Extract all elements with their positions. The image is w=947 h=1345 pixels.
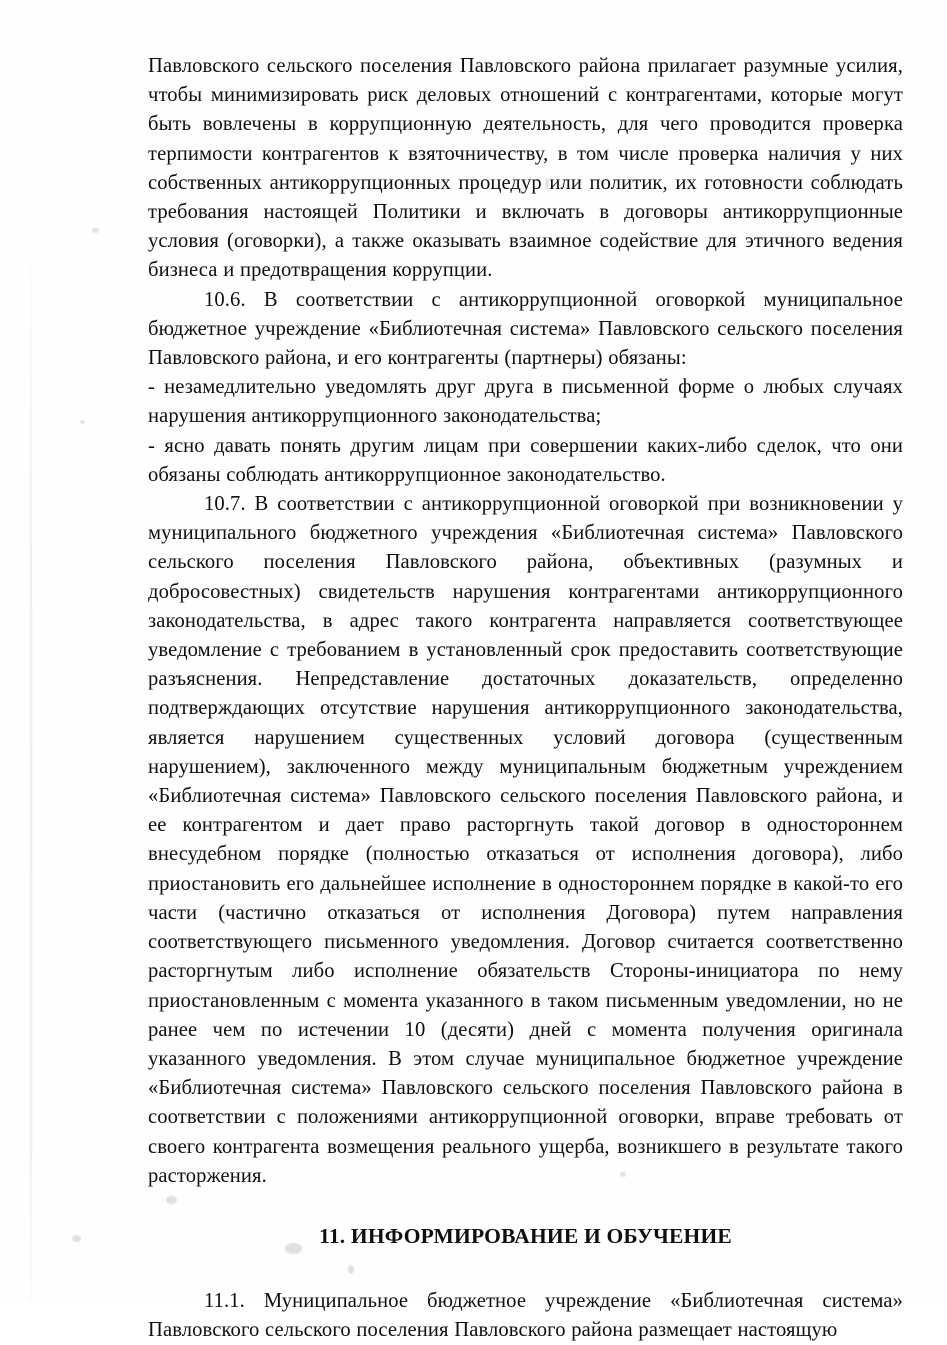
spacer-after-heading (148, 1251, 903, 1287)
clause-11-1: 11.1. Муниципальное бюджетное учреждение «Библиотечная система» Павловского сельского поселения Павловского района размещает настоящую (148, 1289, 903, 1342)
spacer-before-heading (148, 1191, 903, 1221)
scanner-edge-artifact (30, 0, 32, 1300)
clause-10-6-item-2: - ясно давать понять другим лицам при совершении каких-либо сделок, что они обязаны соблюдать антикоррупционное законодательство. (148, 434, 903, 486)
clause-10-7: 10.7. В соответствии с антикоррупционной оговоркой при возникновении у муниципального бюджетного учреждения «Библиотечная система» Павловского сельского поселения Павловского района, объективных (разумных и добросовестных) свидетельств нарушения контрагентами антикоррупционного законодательства, в адрес такого контрагента направляется соответствующее уведомление с требованием в установленный срок предоставить соответствующие разъяснения. Непредставление достаточных доказательств, определенно подтверждающих отсутствие нарушения антикоррупционного законодательства, является нарушением существенных условий договора (существенным нарушением), заключенного между муниципальным бюджетным учреждением «Библиотечная система» Павловского сельского поселения Павловского района, и ее контрагентом и дает право расторгнуть такой договор в одностороннем внесудебном порядке (полностью отказаться от исполнения договора), либо приостановить его дальнейшее исполнение в одностороннем порядке в какой-то его части (частично отказаться от исполнения Договора) путем направления соответствующего письменного уведомления. Договор считается соответственно расторгнутым либо исполнение обязательств Стороны-инициатора по нему приостановленным с момента указанного в таком письменным уведомлении, но не ранее чем по истечении 10 (десяти) дней с момента получения оригинала указанного уведомления. В этом случае муниципальное бюджетное учреждение «Библиотечная система» Павловского сельского поселения Павловского района в соответствии с положениями антикоррупционной оговорки, вправе требовать от своего контрагента возмещения реального ущерба, возникшего в результате такого расторжения. (148, 493, 903, 1187)
clause-10-6: 10.6. В соответствии с антикоррупционной оговоркой муниципальное бюджетное учреждение «Библиотечная система» Павловского сельского поселения Павловского района, и его контрагенты (партнеры) обязаны: (148, 288, 903, 370)
scan-speck (80, 420, 85, 424)
paragraph-continued: Павловского сельского поселения Павловского района прилагает разумные усилия, чтобы минимизировать риск деловых отношений с контрагентами, которые могут быть вовлечены в коррупционную деятельность, для чего проводится проверка терпимости контрагентов к взяточничеству, в том числе проверка наличия у них собственных антикоррупционных процедур или политик, их готовности соблюдать требования настоящей Политики и включать в договоры антикоррупционные условия (оговорки), а также оказывать взаимное содействие для этичного ведения бизнеса и предотвращения коррупции. (148, 55, 903, 282)
document-text-body (148, 52, 903, 1345)
clause-10-6-item-1: - незамедлительно уведомлять друг друга в письменной форме о любых случаях нарушения антикоррупционного законодательства; (148, 376, 903, 428)
section-heading-11: 11. ИНФОРМИРОВАНИЕ И ОБУЧЕНИЕ (319, 1223, 732, 1248)
scan-speck (92, 228, 99, 233)
scan-speck (72, 1235, 81, 1242)
